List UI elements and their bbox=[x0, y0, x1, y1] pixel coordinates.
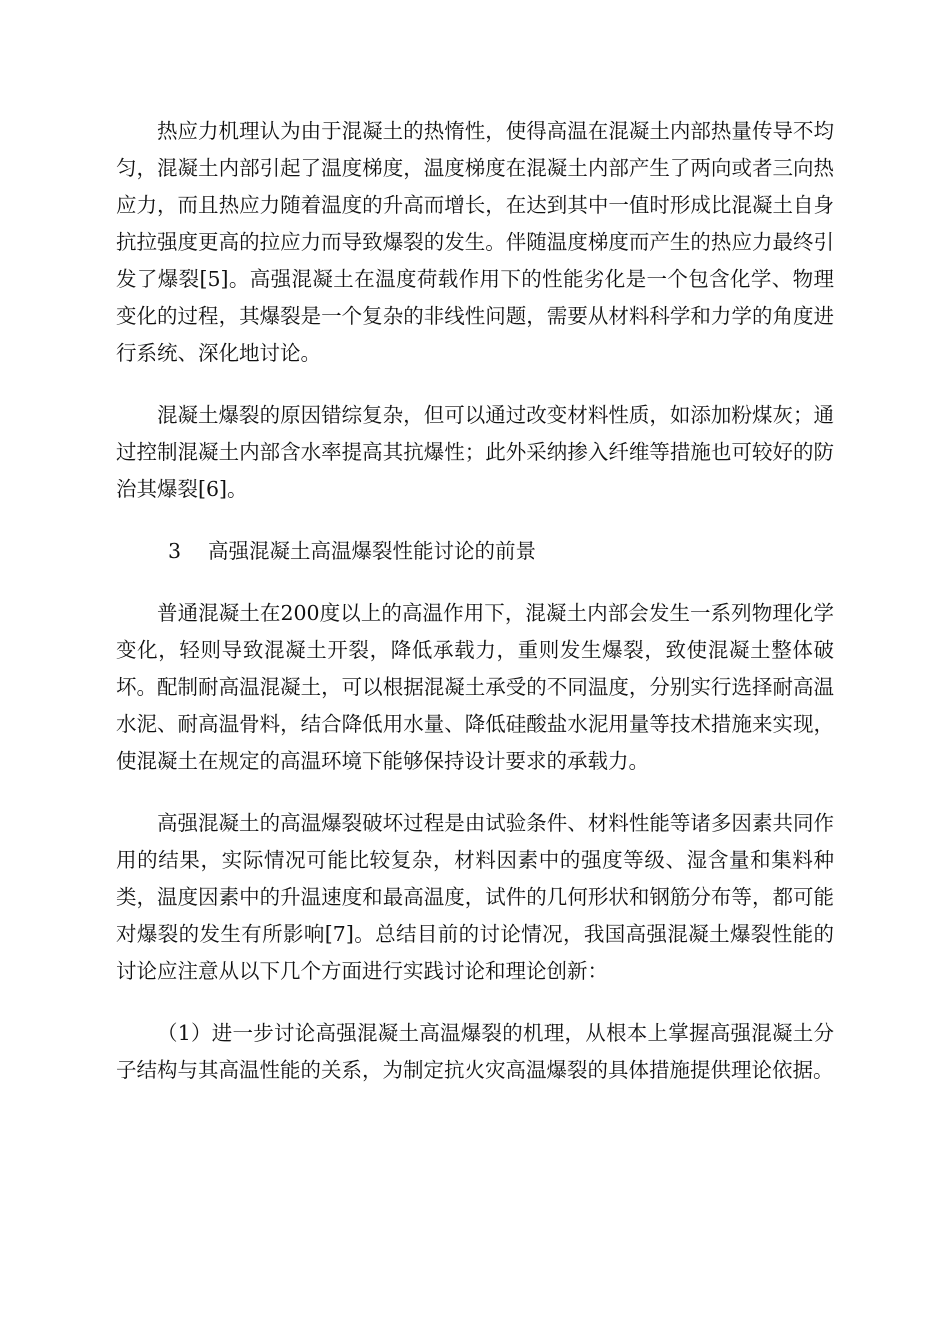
section-title: 高强混凝土高温爆裂性能讨论的前景 bbox=[208, 539, 536, 563]
section-heading bbox=[116, 533, 834, 570]
document-body bbox=[116, 113, 834, 1114]
section-number: 3 bbox=[168, 539, 182, 563]
paragraph-spalling-causes: 混凝土爆裂的原因错综复杂，但可以通过改变材料性质，如添加粉煤灰；通过控制混凝土内部含水率提高其抗爆性；此外采纳掺入纤维等措施也可较好的防治其爆裂[6]。 bbox=[116, 403, 834, 501]
paragraph-spalling-factors: 高强混凝土的高温爆裂破坏过程是由试验条件、材料性能等诸多因素共同作用的结果，实际情况可能比较复杂，材料因素中的强度等级、湿含量和集料种类，温度因素中的升温速度和最高温度，试件的几何形状和钢筋分布等，都可能对爆裂的发生有所影响[7]。总结目前的讨论情况，我国高强混凝土爆裂性能的讨论应注意从以下几个方面进行实践讨论和理论创新： bbox=[116, 811, 834, 983]
paragraph-thermal-stress: 热应力机理认为由于混凝土的热惰性，使得高温在混凝土内部热量传导不均匀，混凝土内部引起了温度梯度，温度梯度在混凝土内部产生了两向或者三向热应力，而且热应力随着温度的升高而增长，在达到其中一值时形成比混凝土自身抗拉强度更高的拉应力而导致爆裂的发生。伴随温度梯度而产生的热应力最终引发了爆裂[5]。高强混凝土在温度荷载作用下的性能劣化是一个包含化学、物理变化的过程，其爆裂是一个复杂的非线性问题，需要从材料科学和力学的角度进行系统、深化地讨论。 bbox=[116, 119, 834, 365]
paragraph-ordinary-concrete: 普通混凝土在200度以上的高温作用下，混凝土内部会发生一系列物理化学变化，轻则导致混凝土开裂，降低承载力，重则发生爆裂，致使混凝土整体破坏。配制耐高温混凝土，可以根据混凝土承受的不同温度，分别实行选择耐高温水泥、耐高温骨料，结合降低用水量、降低硅酸盐水泥用量等技术措施来实现，使混凝土在规定的高温环境下能够保持设计要求的承载力。 bbox=[116, 601, 834, 773]
list-item-1: （1）进一步讨论高强混凝土高温爆裂的机理，从根本上掌握高强混凝土分子结构与其高温性能的关系，为制定抗火灾高温爆裂的具体措施提供理论依据。 bbox=[116, 1021, 834, 1082]
